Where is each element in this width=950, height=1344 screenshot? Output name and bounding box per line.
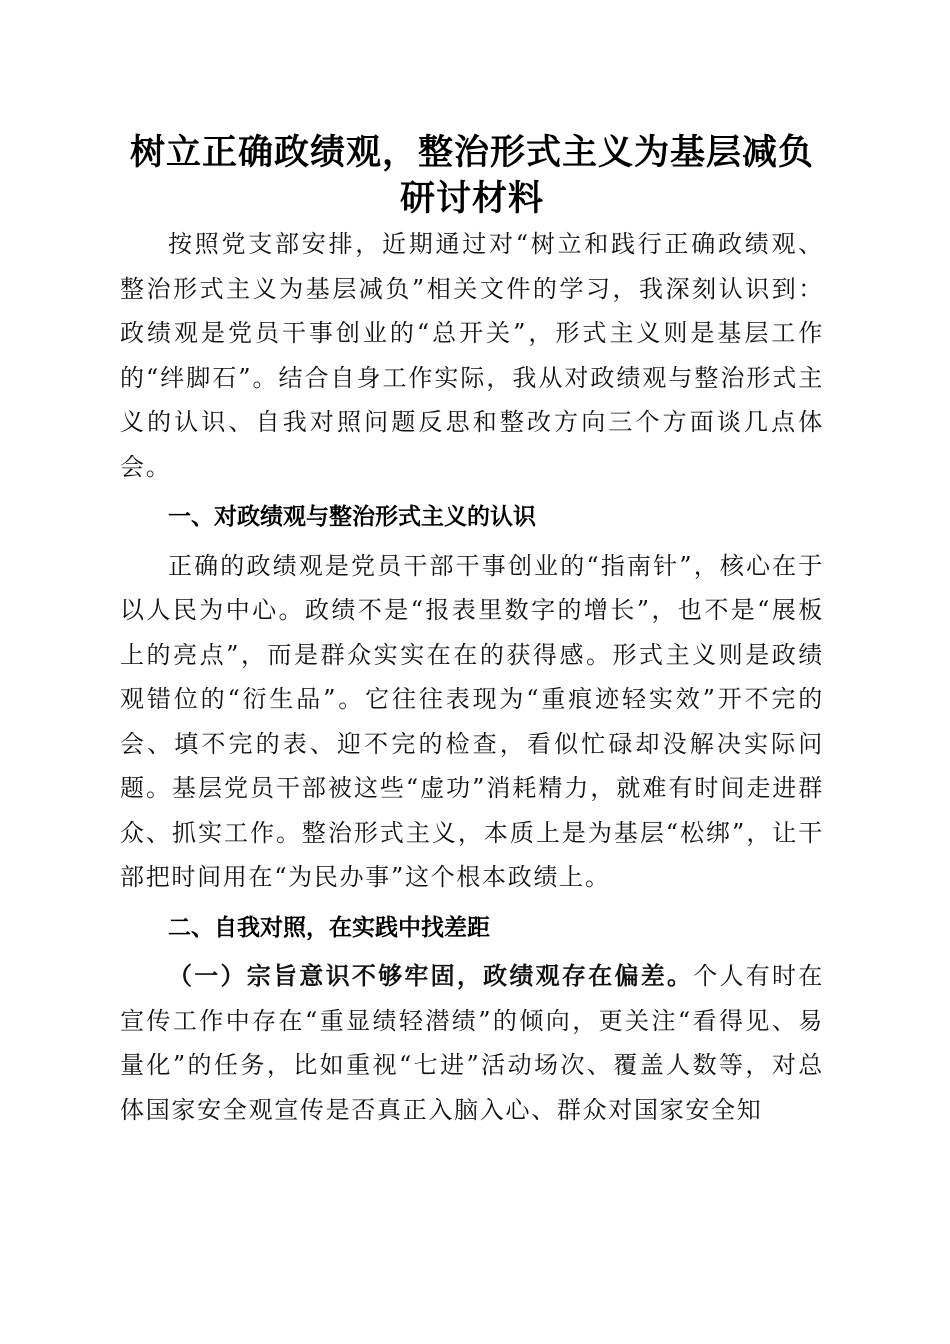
document-title: 树立正确政绩观，整治形式主义为基层减负研讨材料 [129, 133, 814, 219]
subsection-1-body: 个人有时在宣传工作中存在“重显绩轻潜绩”的倾向，更关注“看得见、易量化”的任务，比如重视“七进”活动场次、覆盖人数等，对总体国家安全观宣传是否真正入脑入心、群众对国家安全知 [120, 962, 824, 1124]
section-1-heading: 一、对政绩观与整治形式主义的认识 [168, 504, 536, 530]
section-2-heading: 二、自我对照，在实践中找差距 [168, 914, 490, 941]
section-2-paragraph [120, 954, 824, 1132]
subsection-1-lead: （一）宗旨意识不够牢固，政绩观存在偏差。 [168, 961, 694, 990]
section-1-paragraph: 正确的政绩观是党员干部干事创业的“指南针”，核心在于以人民为中心。政绩不是“报表里数字的增长”，也不是“展板上的亮点”，而是群众实实在在的获得感。形式主义则是政绩观错位的“衍生品”。它往往表现为“重痕迹轻实效”开不完的会、填不完的表、迎不完的检查，看似忙碌却没解决实际问题。基层党员干部被这些“虚功”消耗精力，就难有时间走进群众、抓实工作。整治形式主义，本质上是为基层“松绑”，让干部把时间用在“为民办事”这个根本政绩上。 [120, 551, 824, 891]
document-page [120, 130, 824, 1132]
intro-paragraph: 按照党支部安排，近期通过对“树立和践行正确政绩观、整治形式主义为基层减负”相关文件的学习，我深刻认识到：政绩观是党员干事创业的“总开关”，形式主义则是基层工作的“绊脚石”。结合自身工作实际，我从对政绩观与整治形式主义的认识、自我对照问题反思和整改方向三个方面谈几点体会。 [120, 230, 824, 481]
